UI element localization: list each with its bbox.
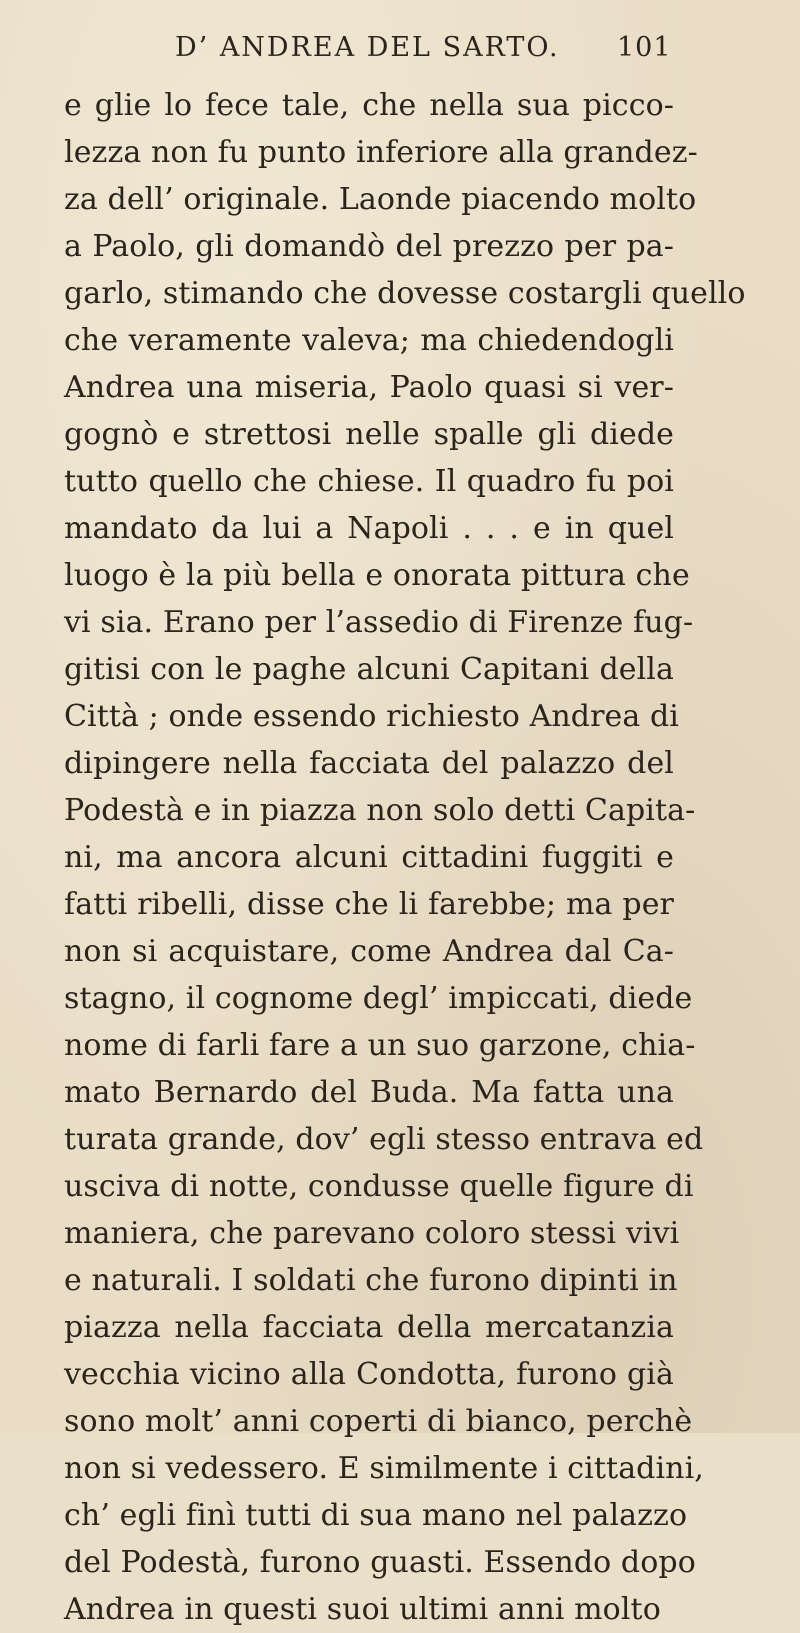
text-line: nome di farli fare a un suo garzone, chia- bbox=[64, 1028, 696, 1063]
text-line: lezza non fu punto inferiore alla grandez- bbox=[64, 135, 698, 170]
text-line: maniera, che parevano coloro stessi vivi bbox=[64, 1216, 680, 1251]
text-line: sono molt’ anni coperti di bianco, perchè bbox=[64, 1404, 693, 1439]
text-line: stagno, il cognome degl’ impiccati, diede bbox=[64, 981, 693, 1016]
text-line: tutto quello che chiese. Il quadro fu poi bbox=[64, 464, 674, 499]
text-line: vi sia. Erano per l’assedio di Firenze fug- bbox=[64, 605, 694, 640]
text-line: che veramente valeva; ma chiedendogli bbox=[64, 323, 674, 358]
text-line: turata grande, dov’ egli stesso entrava ed bbox=[64, 1122, 704, 1157]
text-line: Andrea in questi suoi ultimi anni molto bbox=[64, 1592, 661, 1627]
text-line: garlo, stimando che dovesse costargli quello bbox=[64, 276, 746, 311]
text-line: ni, ma ancora alcuni cittadini fuggiti e bbox=[64, 840, 674, 875]
text-line: e naturali. I soldati che furono dipinti in bbox=[64, 1263, 678, 1298]
text-line: mato Bernardo del Buda. Ma fatta una bbox=[64, 1075, 674, 1110]
text-line: gitisi con le paghe alcuni Capitani della bbox=[64, 652, 674, 687]
text-line: vecchia vicino alla Condotta, furono già bbox=[64, 1357, 674, 1392]
text-line: piazza nella facciata della mercatanzia bbox=[64, 1310, 674, 1345]
text-line: za dell’ originale. Laonde piacendo molto bbox=[64, 182, 697, 217]
page-number: 101 bbox=[617, 32, 672, 63]
text-line: fatti ribelli, disse che li farebbe; ma per bbox=[64, 887, 674, 922]
running-head bbox=[0, 32, 800, 72]
text-line: gognò e strettosi nelle spalle gli diede bbox=[64, 417, 674, 452]
text-line: Podestà e in piazza non solo detti Capita- bbox=[64, 793, 696, 828]
text-line: e glie lo fece tale, che nella sua picco- bbox=[64, 88, 674, 123]
text-line: non si acquistare, come Andrea dal Ca- bbox=[64, 934, 674, 969]
text-line: mandato da lui a Napoli . . . e in quel bbox=[64, 511, 674, 546]
body-text bbox=[64, 82, 746, 1633]
text-line: Andrea una miseria, Paolo quasi si ver- bbox=[64, 370, 674, 405]
text-line: a Paolo, gli domandò del prezzo per pa- bbox=[64, 229, 674, 264]
text-line: usciva di notte, condusse quelle figure di bbox=[64, 1169, 694, 1204]
text-line: non si vedessero. E similmente i cittadini, bbox=[64, 1451, 704, 1486]
text-line: dipingere nella facciata del palazzo del bbox=[64, 746, 674, 781]
text-line: Città ; onde essendo richiesto Andrea di bbox=[64, 699, 679, 734]
running-head-title: D’ ANDREA DEL SARTO. bbox=[175, 32, 560, 63]
text-line: luogo è la più bella e onorata pittura che bbox=[64, 558, 690, 593]
text-line: ch’ egli finì tutti di sua mano nel palazzo bbox=[64, 1498, 688, 1533]
text-line: del Podestà, furono guasti. Essendo dopo bbox=[64, 1545, 696, 1580]
